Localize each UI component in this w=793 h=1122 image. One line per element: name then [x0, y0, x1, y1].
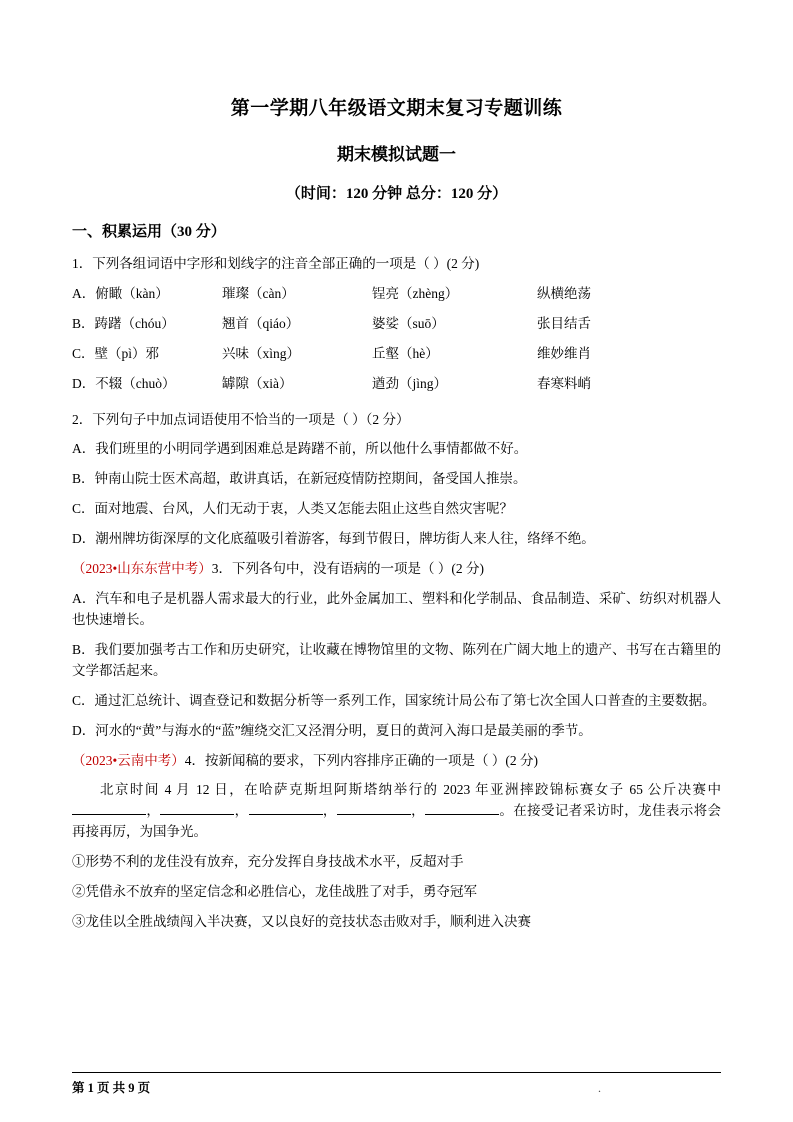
page-footer — [72, 1072, 721, 1096]
option-label: A． — [72, 285, 96, 301]
option-label: D． — [72, 375, 96, 391]
blank-4 — [337, 801, 411, 815]
page-title: 第一学期八年级语文期末复习专题训练 — [230, 98, 563, 119]
option-text: 婆娑（suō） — [372, 315, 445, 331]
question-4-item-3: ③龙佳以全胜战绩闯入半决赛，又以良好的竞技状态击败对手，顺利进入决赛 — [72, 914, 531, 930]
option-text: 璀璨（càn） — [222, 285, 295, 301]
question-3-option-b: B．我们要加强考古工作和历史研究，让收藏在博物馆里的文物、陈列在广阔大地上的遗产、书写在古籍里的文学都活起来。 — [72, 641, 721, 678]
option-cell — [537, 374, 721, 404]
option-label: B． — [72, 315, 95, 331]
option-text: 遒劲（jìng） — [372, 375, 448, 391]
option-cell — [537, 314, 721, 344]
question-2-option-d: D．潮州牌坊街深厚的文化底蕴吸引着游客，每到节假日，牌坊街人来人往，络绎不绝。 — [72, 531, 595, 547]
option-cell — [222, 344, 372, 374]
blank-1 — [72, 801, 146, 815]
question-4-item-2: ②凭借永不放弃的坚定信念和必胜信心，龙佳战胜了对手，勇夺冠军 — [72, 884, 477, 900]
option-text: 丘壑（hè） — [372, 345, 439, 361]
option-cell — [537, 284, 721, 314]
option-cell — [72, 374, 222, 404]
question-4-text: 4．按新闻稿的要求，下列内容排序正确的一项是（ ）(2 分) — [184, 752, 538, 768]
blank-3 — [249, 801, 323, 815]
option-cell — [372, 344, 537, 374]
source-tag: （2023•云南中考） — [72, 752, 185, 768]
option-text: 春寒料峭 — [537, 375, 591, 391]
source-tag: （2023•山东东营中考） — [72, 561, 212, 577]
table-row — [72, 374, 721, 404]
question-4-stem — [72, 751, 721, 772]
option-cell — [372, 284, 537, 314]
option-cell — [537, 344, 721, 374]
blank-5 — [425, 801, 499, 815]
footer-center-mark: . — [598, 1081, 601, 1095]
option-cell — [222, 314, 372, 344]
table-row — [72, 314, 721, 344]
option-text: 锃亮（zhèng） — [372, 285, 459, 301]
question-1-options — [72, 284, 721, 404]
blank-2 — [160, 801, 234, 815]
option-cell — [72, 314, 222, 344]
table-row — [72, 284, 721, 314]
question-2-option-a: A．我们班里的小明同学遇到困难总是踌躇不前，所以他什么事情都做不好。 — [72, 441, 528, 457]
option-cell — [222, 284, 372, 314]
option-cell — [72, 284, 222, 314]
option-cell — [222, 374, 372, 404]
question-3-option-c: C．通过汇总统计、调查登记和数据分析等一系列工作，国家统计局公布了第七次全国人口普查的主要数据。 — [72, 692, 716, 708]
question-3-option-a: A．汽车和电子是机器人需求最大的行业，此外金属加工、塑料和化学制品、食品制造、采矿、纺织对机器人也快速增长。 — [72, 591, 721, 627]
passage-part-2: 。在接受记者采访时，龙佳表示将会再接再厉，为国争光。 — [72, 803, 721, 840]
option-text: 俯瞰（kàn） — [95, 285, 169, 301]
question-4-item-1: ①形势不利的龙佳没有放弃，充分发挥自身技战术水平，反超对手 — [72, 854, 464, 870]
question-2-stem: 2．下列句子中加点词语使用不恰当的一项是（ ）（2 分） — [72, 411, 410, 427]
passage-part-1: 北京时间 4 月 12 日，在哈萨克斯坦阿斯塔纳举行的 2023 年亚洲摔跤锦标赛女子 65 公斤决赛中 — [100, 782, 721, 798]
option-text: 张目结舌 — [537, 315, 591, 331]
question-3-text: 3．下列各句中，没有语病的一项是（ ）(2 分) — [211, 561, 484, 577]
option-text: 纵横绝荡 — [537, 285, 591, 301]
option-text: 兴味（xìng） — [222, 345, 301, 361]
page-number: 第 1 页 共 9 页 — [72, 1081, 151, 1095]
question-4-passage: 北京时间 4 月 12 日，在哈萨克斯坦阿斯塔纳举行的 2023 年亚洲摔跤锦标赛女子 65 公斤决赛中， ， ， ， 。在接受记者采访时，龙佳表示将会再接再厉，为国争光。 — [72, 782, 721, 840]
question-2-option-c: C．面对地震、台风，人们无动于衷，人类又怎能去阻止这些自然灾害呢？ — [72, 501, 514, 517]
question-1-stem: 1．下列各组词语中字形和划线字的注音全部正确的一项是（ ）(2 分) — [72, 255, 480, 271]
question-3-option-d: D．河水的“黄”与海水的“蓝”缠绕交汇又泾渭分明，夏日的黄河入海口是最美丽的季节。 — [72, 722, 592, 738]
section-heading-1: 一、积累运用（30 分） — [72, 224, 226, 241]
page-subtitle: 期末模拟试题一 — [337, 144, 456, 164]
option-cell — [372, 374, 537, 404]
question-3-stem — [72, 559, 721, 580]
question-2-option-b: B．钟南山院士医术高超，敢讲真话，在新冠疫情防控期间，备受国人推崇。 — [72, 471, 527, 487]
table-row — [72, 344, 721, 374]
option-cell — [72, 344, 222, 374]
option-text: 壁（pì）邪 — [94, 345, 160, 361]
option-text: 踌躇（chóu） — [94, 315, 175, 331]
option-text: 罅隙（xià） — [222, 375, 293, 391]
option-label: C． — [72, 345, 95, 361]
option-text: 不辍（chuò） — [95, 375, 176, 391]
option-text: 翘首（qiáo） — [222, 315, 300, 331]
exam-meta: （时间：120 分钟 总分：120 分） — [285, 186, 508, 203]
option-text: 维妙维肖 — [537, 345, 591, 361]
option-cell — [372, 314, 537, 344]
